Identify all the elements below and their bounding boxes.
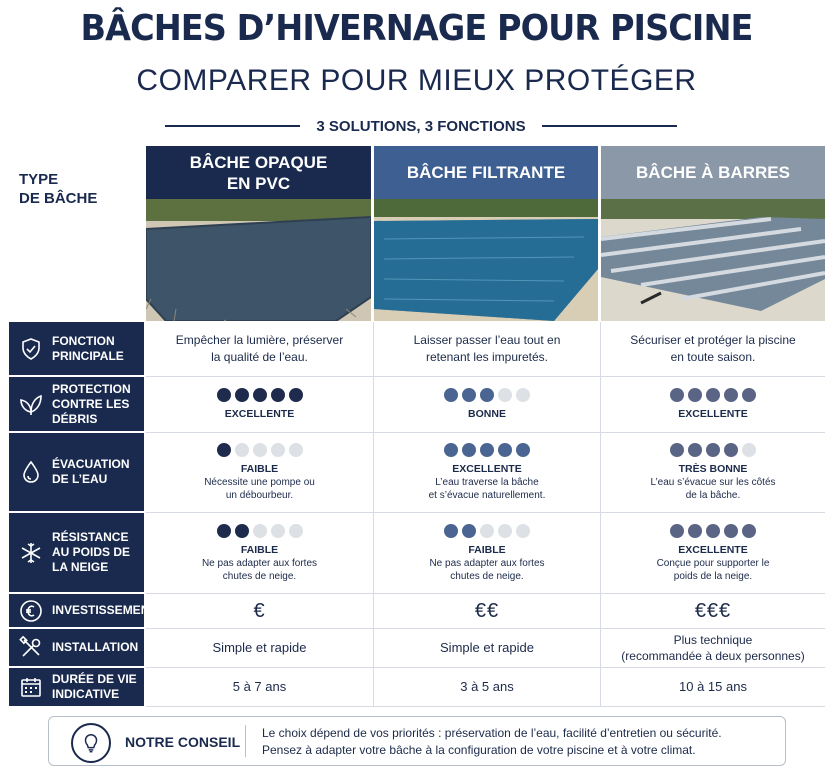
rating-dot-empty [742, 443, 756, 457]
photo-opaque-cover [146, 199, 371, 321]
cell-evacuation-opaque: FAIBLE Nécessite une pompe ou un débourbeur. [146, 433, 374, 512]
rating-dots [670, 524, 756, 538]
divider [245, 725, 246, 757]
rating-dot-filled [480, 443, 494, 457]
snowflake-icon [19, 541, 43, 565]
rating-dot-filled [706, 388, 720, 402]
cell-installation-opaque: Simple et rapide [146, 629, 374, 667]
row-label-fonction: FONCTION PRINCIPALE [9, 322, 144, 375]
cell-duree-barres: 10 à 15 ans [679, 679, 747, 694]
cell-debris-filtrante: BONNE [374, 377, 601, 432]
rating-dots [444, 388, 530, 402]
divider [542, 125, 677, 127]
rating-dots [217, 443, 303, 457]
rating-dot-filled [688, 524, 702, 538]
lightbulb-icon [71, 723, 111, 763]
rating-dot-filled [462, 443, 476, 457]
rating-dot-empty [289, 524, 303, 538]
cell-duree-opaque: 5 à 7 ans [146, 668, 374, 706]
page-title: BÂCHES D’HIVERNAGE POUR PISCINE [80, 8, 753, 49]
rating-dots [444, 443, 530, 457]
rating-dot-filled [444, 443, 458, 457]
photo-barres-cover [601, 199, 825, 321]
advice-label: NOTRE CONSEIL [125, 734, 241, 750]
rating-dot-empty [235, 443, 249, 457]
rating-dots [217, 524, 303, 538]
rating-dots [670, 388, 756, 402]
leaves-icon [19, 392, 43, 416]
rating-dot-filled [724, 443, 738, 457]
rating-dot-filled [235, 524, 249, 538]
cell-evacuation-barres: TRÈS BONNE L’eau s’évacue sur les côtés de la bâche. [601, 433, 825, 512]
cell-evacuation-filtrante: EXCELLENTE L’eau traverse la bâche et s’évacue naturellement. [374, 433, 601, 512]
cell-debris-opaque: EXCELLENTE [146, 377, 374, 432]
advice-text: Le choix dépend de vos priorités : préservation de l’eau, facilité d’entretien ou sécurité. Pensez à adapter votre bâche à la configuration de votre piscine et à votre climat. [262, 726, 722, 757]
column-header-filtrante: BÂCHE FILTRANTE [374, 146, 598, 199]
rating-dot-filled [670, 443, 684, 457]
cell-fonction-filtrante: Laisser passer l’eau tout en retenant les impuretés. [374, 322, 601, 376]
rating-dot-filled [217, 524, 231, 538]
cell-installation-filtrante: Simple et rapide [374, 629, 601, 667]
divider [146, 706, 825, 707]
tools-icon [19, 636, 43, 660]
rating-dot-filled [289, 388, 303, 402]
page-subtitle: COMPARER POUR MIEUX PROTÉGER [136, 64, 697, 97]
rating-dot-empty [271, 524, 285, 538]
rating-dot-filled [462, 388, 476, 402]
rating-dot-empty [271, 443, 285, 457]
rating-dot-empty [498, 524, 512, 538]
cell-neige-barres: EXCELLENTE Conçue pour supporter le poids de la neige. [601, 513, 825, 593]
rating-dot-empty [253, 443, 267, 457]
rating-dot-filled [271, 388, 285, 402]
row-label-neige: RÉSISTANCE AU POIDS DE LA NEIGE [9, 513, 144, 592]
rating-dot-filled [480, 388, 494, 402]
rating-dot-filled [498, 443, 512, 457]
cell-installation-barres: Plus technique (recommandée à deux personnes) [621, 633, 805, 663]
rating-dot-filled [742, 388, 756, 402]
rating-dot-filled [235, 388, 249, 402]
rating-dot-filled [688, 388, 702, 402]
cell-fonction-barres: Sécuriser et protéger la piscine en toute saison. [630, 333, 796, 364]
rating-dot-empty [498, 388, 512, 402]
cell-investissement-filtrante: €€ [374, 594, 601, 628]
rating-dot-filled [217, 443, 231, 457]
rating-dots [670, 443, 756, 457]
rating-dot-filled [444, 388, 458, 402]
rating-dot-empty [289, 443, 303, 457]
type-label: TYPE DE BÂCHE [19, 171, 98, 207]
cell-neige-filtrante: FAIBLE Ne pas adapter aux fortes chutes de neige. [374, 513, 601, 593]
advice-box [48, 716, 786, 766]
tagline [165, 116, 677, 136]
cell-debris-barres: EXCELLENTE [601, 377, 825, 432]
rating-dot-filled [724, 524, 738, 538]
cell-fonction-opaque: Empêcher la lumière, préserver la qualité de l’eau. [146, 322, 374, 376]
calendar-icon [19, 675, 43, 699]
column-header-barres: BÂCHE À BARRES [601, 146, 825, 199]
rating-dot-filled [670, 524, 684, 538]
rating-dot-filled [688, 443, 702, 457]
rating-dot-filled [706, 443, 720, 457]
column-header-opaque: BÂCHE OPAQUE EN PVC [146, 146, 371, 199]
row-label-evacuation: ÉVACUATION DE L’EAU [9, 433, 144, 511]
rating-dot-filled [742, 524, 756, 538]
cell-neige-opaque: FAIBLE Ne pas adapter aux fortes chutes de neige. [146, 513, 374, 593]
shield-check-icon [19, 337, 43, 361]
rating-dot-filled [706, 524, 720, 538]
rating-dot-filled [462, 524, 476, 538]
rating-dot-filled [516, 443, 530, 457]
rating-dot-filled [670, 388, 684, 402]
cell-duree-filtrante: 3 à 5 ans [374, 668, 601, 706]
row-label-debris: PROTECTION CONTRE LES DÉBRIS [9, 377, 144, 431]
rating-dots [444, 524, 530, 538]
water-drop-icon [19, 460, 43, 484]
rating-dot-filled [253, 388, 267, 402]
cell-investissement-barres: €€€ [694, 599, 732, 622]
rating-dot-filled [217, 388, 231, 402]
rating-dot-filled [724, 388, 738, 402]
rating-dots [217, 388, 303, 402]
photo-filtrante-cover [374, 199, 598, 321]
row-label-installation: INSTALLATION [9, 629, 144, 666]
row-label-duree: DURÉE DE VIE INDICATIVE [9, 668, 144, 706]
tagline-text: 3 SOLUTIONS, 3 FONCTIONS [316, 117, 526, 135]
euro-icon [19, 599, 43, 623]
rating-dot-empty [253, 524, 267, 538]
rating-dot-empty [516, 388, 530, 402]
divider [165, 125, 300, 127]
rating-dot-empty [480, 524, 494, 538]
cell-investissement-opaque: € [146, 594, 374, 628]
rating-dot-filled [444, 524, 458, 538]
row-label-investissement: INVESTISSEMENT [9, 594, 144, 627]
rating-dot-empty [516, 524, 530, 538]
